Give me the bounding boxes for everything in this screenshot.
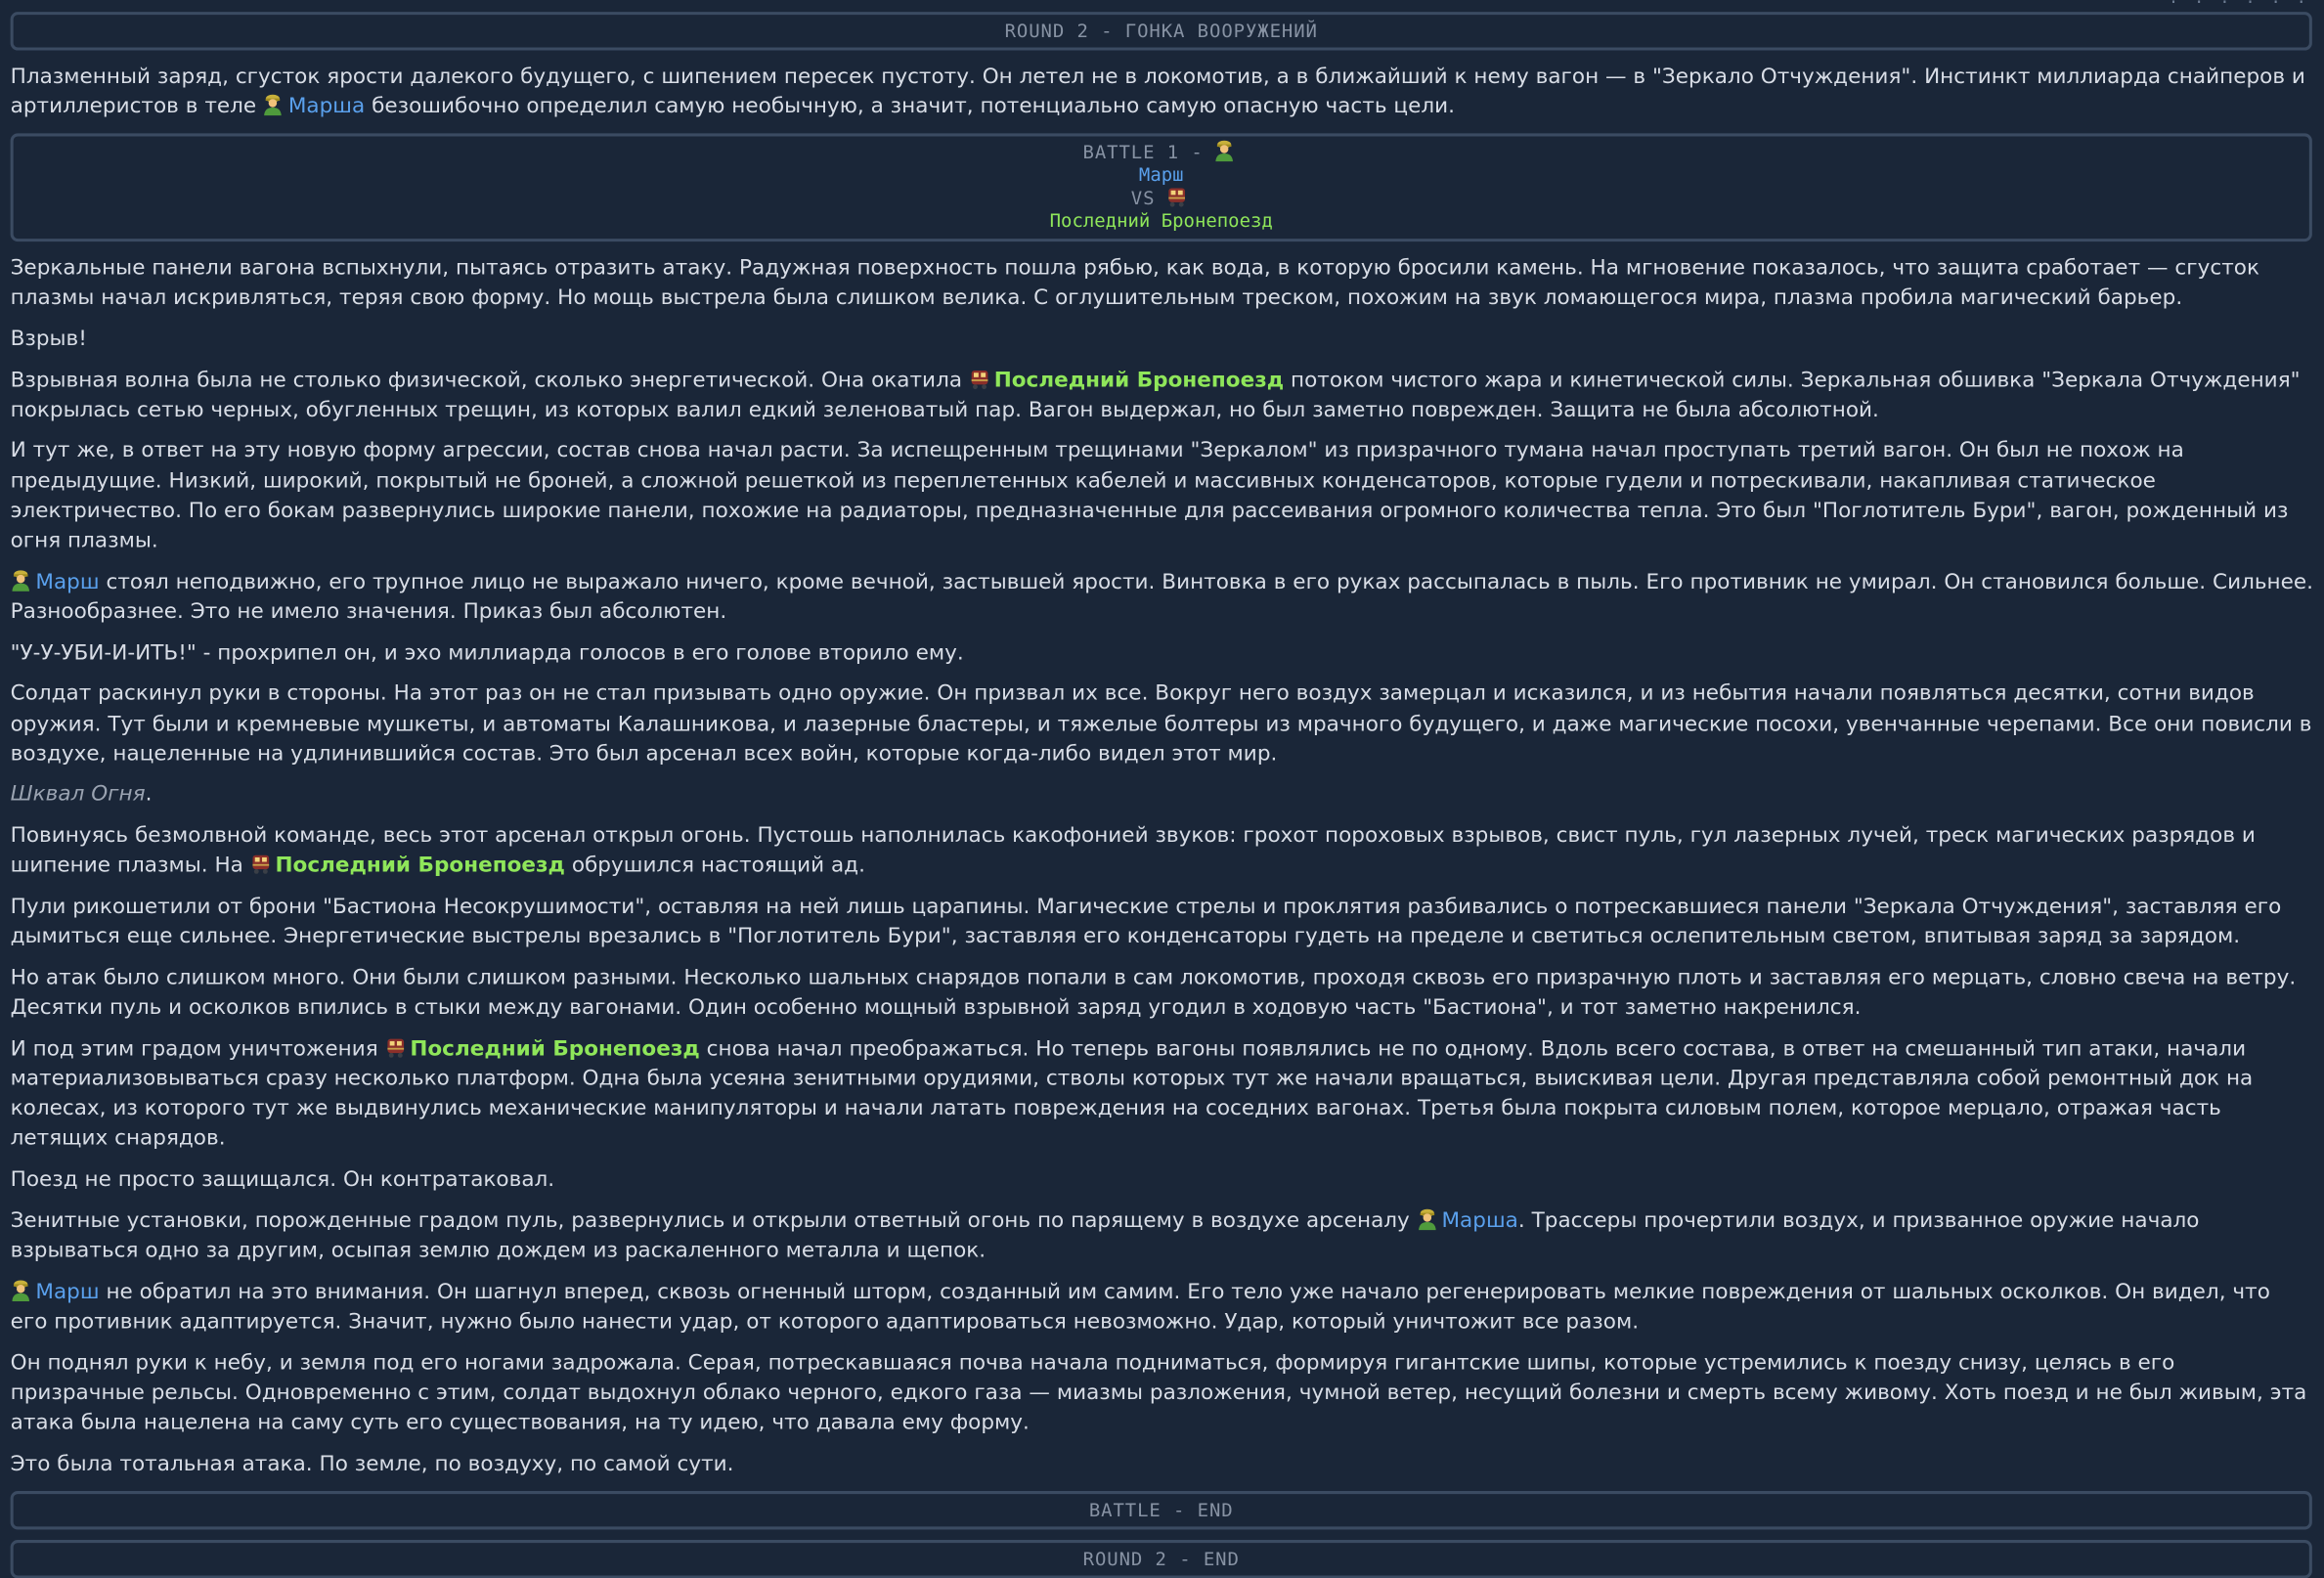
narrative-intro	[0, 63, 2324, 122]
paragraph: Зенитные установки, порожденные градом пуль, развернулись и открыли ответный огонь по парящему в воздухе арсеналу Марша. Трассеры прочертили воздух, и призванное оружие начало взрываться одно за другим, осыпая землю дождем из раскаленного металла и щепок.	[10, 1208, 2200, 1263]
paragraph: Марш не обратил на это внимания. Он шагнул вперед, сквозь огненный шторм, созданный им самим. Его тело уже начало регенерировать мелкие повреждения от шальных осколков. Он видел, что его противник адаптируется. Значит, нужно было нанести удар, от которого адаптироваться невозможно. Удар, который уничтожит все разом.	[10, 1280, 2270, 1335]
narrative-body	[0, 253, 2324, 1479]
paragraph: Поезд не просто защищался. Он контратаковал.	[10, 1167, 555, 1193]
battle-title: BATTLE 1 -	[1082, 140, 1204, 163]
paragraph: Пули рикошетили от брони "Бастиона Несокрушимости", оставляя на ней лишь царапины. Магические стрелы и проклятия разбивались о потрескавшиеся панели "Зеркала Отчуждения", заставляя его дымиться еще сильнее. Энергетические выстрелы врезались в "Поглотитель Бури", заставляя его конденсаторы гудеть на пределе и светиться ослепительным светом, впитывая заряд за зарядом.	[10, 895, 2282, 949]
paragraph: Он поднял руки к небу, и земля под его ногами задрожала. Серая, потрескавшаяся почва начала подниматься, формируя гигантские шипы, которые устремились к поезду снизу, целясь в его призрачные рельсы. Одновременно с этим, солдат выдохнул облако черного, едкого газа — миазмы разложения, чумной ветер, несущий болезни и смерть всему живому. Хоть поезд и не был живым, эта атака была нацелена на саму суть его существования, на ту идею, что давала ему форму.	[10, 1351, 2307, 1435]
enemy-name: Последний Бронепоезд	[993, 368, 1285, 392]
paragraph: Повинуясь безмолвной команде, весь этот арсенал открыл огонь. Пустошь наполнилась какофонией звуков: грохот пороховых взрывов, свист пуль, гул лазерных лучей, треск магических разрядов и шипение плазмы. На Последний Бронепоезд обрушился настоящий ад.	[10, 824, 2256, 878]
train-icon	[385, 1037, 406, 1058]
train-icon	[969, 369, 989, 389]
ability-name: Шквал Огня	[10, 783, 146, 808]
fighter-2-name: Последний Бронепоезд	[1049, 209, 1273, 233]
train-icon	[1166, 187, 1187, 207]
paragraph: Шквал Огня.	[10, 783, 153, 808]
paragraph: И под этим градом уничтожения Последний Бронепоезд снова начал преображаться. Но теперь вагоны появлялись не по одному. Вдоль всего состава, в ответ на смешанный тип атаки, начали материализовываться сразу несколько платформ. Одна была усеяна зенитными орудиями, стволы которых тут же начали вращаться, выискивая цели. Другая представляла собой ремонтный док на колесах, из которого тут же выдвинулись механические манипуляторы и начали латать повреждения на соседних вагонах. Третья была покрыта силовым полем, которое мерцало, отражая часть летящих снарядов.	[10, 1036, 2254, 1152]
paragraph: Зеркальные панели вагона вспыхнули, пытаясь отразить атаку. Радужная поверхность пошла рябью, как вода, в которую бросили камень. На мгновение показалось, что защита сработает — сгусток плазмы начал искривляться, теряя свою форму. Но мощь выстрела была слишком велика. С оглушительным треском, похожим на звук ломающегося мира, плазма пробила магический барьер.	[10, 256, 2259, 310]
player-name: Марша	[287, 95, 366, 119]
enemy-name: Последний Бронепоезд	[275, 854, 565, 878]
paragraph: Взрывная волна была не столько физической, сколько энергетической. Она окатила Последний Бронепоезд потоком чистого жара и кинетической силы. Зеркальная обшивка "Зеркала Отчуждения" покрылась сетью черных, обугленных трещин, из которых валил едкий зеленоватый пар. Вагон выдержал, но был заметно поврежден. Защита не была абсолютной.	[10, 368, 2301, 422]
battle-header	[11, 133, 2312, 241]
player-name: Марш	[35, 1280, 100, 1304]
player-name: Марша	[1441, 1208, 1518, 1234]
battle-end-banner: BATTLE - END	[11, 1490, 2312, 1528]
player-name: Марш	[35, 570, 100, 594]
top-edge	[0, 0, 2324, 13]
paragraph: И тут же, в ответ на эту новую форму агрессии, состав снова начал расти. За испещренным трещинами "Зеркалом" из призрачного тумана начал проступать третий вагон. Он был не похож на предыдущие. Низкий, широкий, покрытый не броней, а сложной решеткой из переплетенных кабелей и массивных конденсаторов, которые гудели и потрескивали, накапливая статическое электричество. По его бокам развернулись широкие панели, похожие на радиаторы, предназначенные для рассеивания огромного количества тепла. Это был "Поглотитель Бури", вагон, рожденный из огня плазмы.	[10, 439, 2289, 553]
paragraph: Марш стоял неподвижно, его трупное лицо не выражало ничего, кроме вечной, застывшей ярости. Винтовка в его руках рассыпалась в пыль. Его противник не умирал. Он становился больше. Сильнее. Разнообразнее. Это не имело значения. Приказ был абсолютен.	[10, 570, 2314, 625]
intro-paragraph: Плазменный заряд, сгусток ярости далекого будущего, с шипением пересек пустоту. Он летел не в локомотив, а в ближайший к нему вагон — в "Зеркало Отчуждения". Инстинкт миллиарда снайперов и артиллеристов в теле Марша безошибочно определил самую необычную, а значит, потенциально самую опасную часть цели.	[10, 65, 2305, 119]
paragraph: "У-У-УБИ-И-ИТЬ!" - прохрипел он, и эхо миллиарда голосов в его голове вторило ему.	[10, 640, 964, 666]
soldier-icon	[1214, 139, 1235, 161]
soldier-icon	[263, 94, 284, 116]
cut-off-toolbar: · · · · · ·	[2169, 0, 2309, 13]
soldier-icon	[11, 569, 31, 592]
paragraph: Но атак было слишком много. Они были слишком разными. Несколько шальных снарядов попали в сам локомотив, проходя сквозь его призрачную плоть и заставляя его мерцать, словно свеча на ветру. Десятки пуль и осколков впились в стыки между вагонами. Один особенно мощный взрывной заряд угодил в ходовую часть "Бастиона", и тот заметно накренился.	[10, 966, 2297, 1021]
round-end-banner: ROUND 2 - END	[11, 1539, 2312, 1577]
train-icon	[250, 855, 271, 875]
soldier-icon	[11, 1279, 31, 1301]
paragraph: Солдат раскинул руки в стороны. На этот раз он не стал призывать одно оружие. Он призвал их все. Вокруг него воздух замерцал и исказился, и из небытия начали появляться десятки, сотни видов оружия. Тут были и кремневые мушкеты, и автоматы Калашникова, и лазерные бластеры, и тяжелые болтеры из мрачного будущего, и даже магические посохи, увенчанные черепами. Все они повисли в воздухе, нацеленные на удлинившийся состав. Это был арсенал всех войн, которые когда-либо видел этот мир.	[10, 681, 2312, 767]
vs-label: VS	[1130, 186, 1156, 209]
round-banner: ROUND 2 - ГОНКА ВООРУЖЕНИЙ	[11, 12, 2312, 50]
paragraph: Это была тотальная атака. По земле, по воздуху, по самой сути.	[10, 1452, 734, 1476]
fighter-1-name: Марш	[1138, 163, 1184, 187]
enemy-name: Последний Бронепоезд	[410, 1036, 700, 1062]
soldier-icon	[1417, 1207, 1437, 1230]
paragraph: Взрыв!	[10, 327, 87, 351]
